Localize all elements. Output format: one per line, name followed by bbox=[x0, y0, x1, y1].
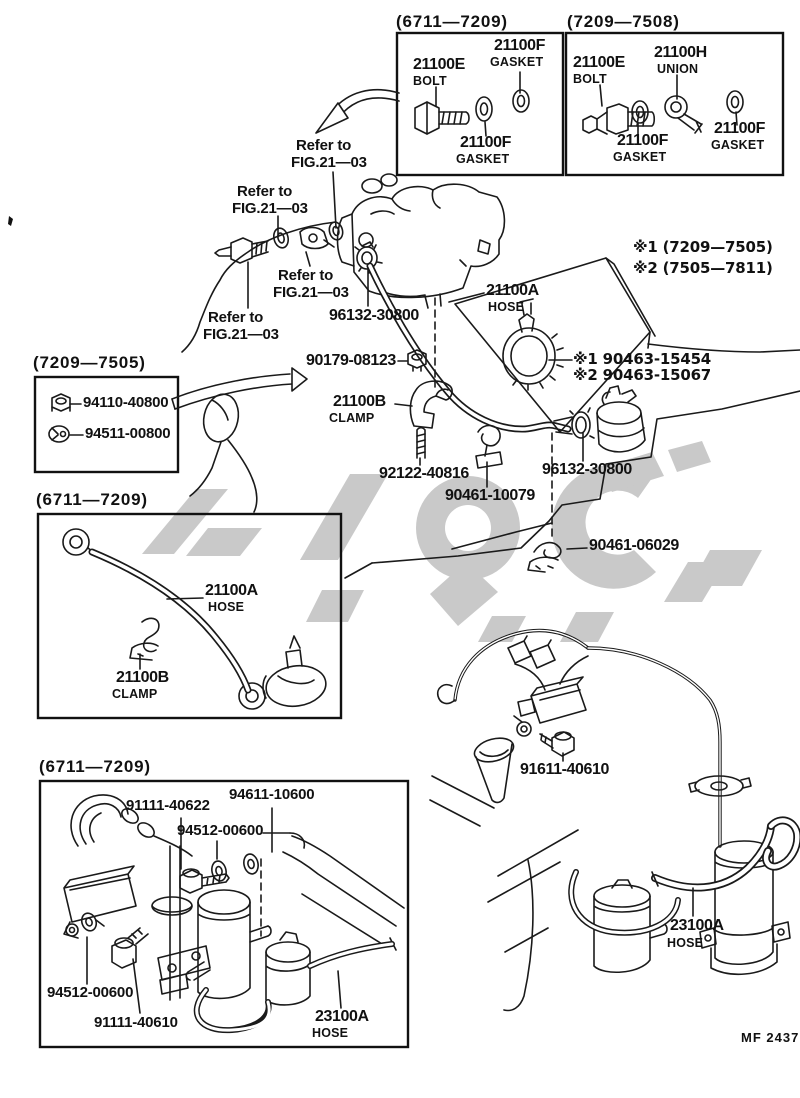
bolt-icon bbox=[215, 238, 268, 263]
period-pump-box: (6711—7209) bbox=[39, 757, 151, 776]
label-gasket-name: GASKET bbox=[456, 152, 510, 166]
callout-rear-hose-code: 23100A bbox=[670, 917, 724, 934]
note-period-2: ※2 (7505—7811) bbox=[633, 259, 773, 277]
period-top-right: (7209—7508) bbox=[567, 12, 680, 31]
bolt-icon bbox=[540, 732, 574, 756]
refer-note: FIG.21—03 bbox=[203, 326, 279, 343]
callout-clip-body: 90461-06029 bbox=[589, 537, 679, 554]
callout-clamp-filter: 96132-30800 bbox=[542, 461, 632, 478]
label-union-name: UNION bbox=[657, 62, 699, 76]
item-grommet: 94611-10600 bbox=[229, 786, 315, 803]
hose-23100a-right bbox=[655, 826, 771, 887]
print-speck bbox=[8, 216, 13, 226]
label-bolt-name: BOLT bbox=[413, 74, 447, 88]
curved-arrow-icon bbox=[316, 90, 399, 133]
union-icon bbox=[665, 96, 702, 133]
clip-icon bbox=[49, 426, 69, 442]
label-union-code: 21100H bbox=[654, 44, 707, 61]
stud-bolt-icon bbox=[417, 428, 425, 458]
canister bbox=[700, 841, 790, 974]
funnel-shape bbox=[472, 734, 516, 802]
note-period-1: ※1 (7209—7505) bbox=[633, 238, 773, 256]
curved-arrow-icon bbox=[172, 368, 307, 409]
callout-rear-hose-name: HOSE bbox=[667, 936, 704, 950]
refer-note: FIG.21—03 bbox=[291, 154, 367, 171]
item-pump-hose-name: HOSE bbox=[312, 1026, 349, 1040]
gasket-icon bbox=[727, 91, 743, 113]
period-hose-box: (6711—7209) bbox=[36, 490, 148, 509]
item-clamp-name: CLAMP bbox=[112, 687, 158, 701]
callout-clamp-b-name: CLAMP bbox=[329, 411, 375, 425]
item-washer-upper: 94512-00600 bbox=[177, 822, 264, 839]
bolt-icon bbox=[415, 102, 469, 134]
item-clamp-code: 21100B bbox=[116, 669, 169, 686]
label-bolt-code: 21100E bbox=[573, 54, 625, 71]
refer-note: FIG.21—03 bbox=[232, 200, 308, 217]
callout-main-hose-name: HOSE bbox=[488, 300, 525, 314]
item-nut-part: 94110-40800 bbox=[83, 394, 169, 411]
item-hose-code: 21100A bbox=[205, 582, 258, 599]
refer-note: FIG.21—03 bbox=[273, 284, 349, 301]
item-washer-lower: 94512-00600 bbox=[47, 984, 134, 1001]
vapor-piping bbox=[438, 631, 751, 846]
callout-main-hose-code: 21100A bbox=[486, 282, 539, 299]
label-gasket-name: GASKET bbox=[490, 55, 544, 69]
item-bolt-lower: 91111-40610 bbox=[94, 1014, 178, 1031]
callout-clamp-b-code: 21100B bbox=[333, 393, 386, 410]
label-gasket-code: 21100F bbox=[460, 134, 511, 151]
label-bolt-name: BOLT bbox=[573, 72, 607, 86]
label-gasket-code: 21100F bbox=[494, 37, 545, 54]
callout-clamp-alt-1: ※1 90463-15454 bbox=[573, 350, 712, 368]
refer-note: Refer to bbox=[296, 137, 352, 154]
label-gasket-name: GASKET bbox=[613, 150, 667, 164]
callout-clamp-engine: 96132-30800 bbox=[329, 307, 419, 324]
body-lines-right bbox=[430, 776, 578, 1010]
label-gasket-code: 21100F bbox=[714, 120, 765, 137]
period-clip-nut: (7209—7505) bbox=[33, 353, 146, 372]
box-hose bbox=[38, 514, 341, 718]
item-bolt-upper: 91111-40622 bbox=[126, 797, 210, 814]
item-clip-part: 94511-00800 bbox=[85, 425, 171, 442]
figure-code: MF 2437 bbox=[741, 1030, 800, 1045]
nut-icon bbox=[52, 394, 70, 411]
valve-box bbox=[514, 656, 588, 736]
refer-note: Refer to bbox=[208, 309, 264, 326]
refer-note: Refer to bbox=[278, 267, 334, 284]
callout-clip-bracket: 90461-10079 bbox=[445, 487, 535, 504]
hose-clip-icon bbox=[476, 425, 502, 468]
period-top-left: (6711—7209) bbox=[396, 12, 508, 31]
callout-nut: 90179-08123 bbox=[306, 352, 396, 369]
callout-bolt-canister: 91611-40610 bbox=[520, 761, 610, 778]
item-hose-name: HOSE bbox=[208, 600, 245, 614]
label-bolt-code: 21100E bbox=[413, 56, 465, 73]
label-gasket-name: GASKET bbox=[711, 138, 765, 152]
gasket-icon bbox=[476, 90, 529, 121]
refer-note: Refer to bbox=[237, 183, 293, 200]
fuel-filter bbox=[554, 386, 645, 452]
label-gasket-code: 21100F bbox=[617, 132, 668, 149]
item-pump-hose-code: 23100A bbox=[315, 1008, 369, 1025]
callout-stud: 92122-40816 bbox=[379, 465, 469, 482]
engine-block bbox=[338, 174, 505, 308]
callout-clamp-alt-2: ※2 90463-15067 bbox=[573, 366, 712, 384]
